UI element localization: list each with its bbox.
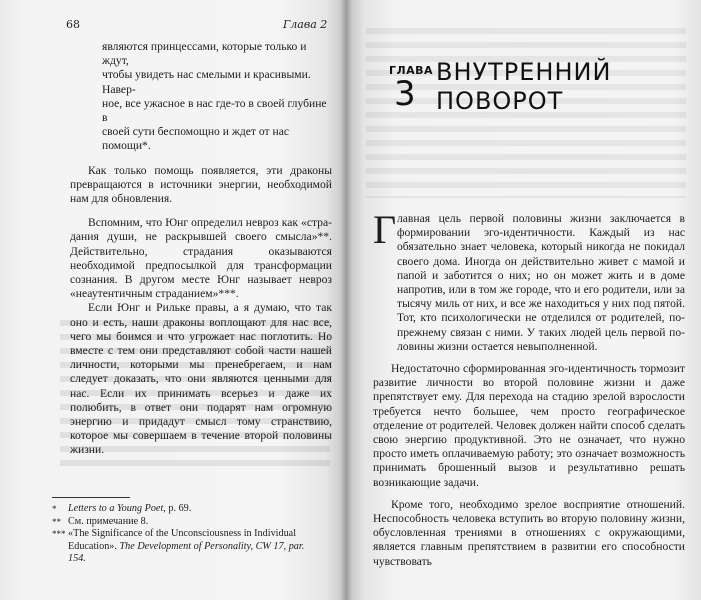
drop-cap: Г [373,207,397,252]
poem-line: являются принцессами, которые только и ждут, [102,40,307,68]
paragraph: Как только помощь появляется, эти драконы превращаются в источники энергии, необходимой нам для обновления. [70,163,332,206]
footnotes [52,503,307,566]
chapter-title-line: ВНУТРЕННИЙ [436,58,612,86]
footnote-text: «The Significance of the Unconsciousness in Individual Education». [68,528,297,552]
footnote [52,516,307,529]
footnote-text: Letters to a Young Poet [68,503,164,514]
chapter-number: 3 [394,74,416,114]
footnote-mark: ** [52,516,61,527]
right-page-body [373,207,685,569]
footnote-text: См. примечание 8. [68,515,149,527]
chapter-title-line: ПОВОРОТ [436,87,564,115]
poem-line: своей сути беспомощно и ждет от нас помощи*. [102,125,289,153]
poem-line: ное, все ужасное в нас где-то в своей глубине в [102,96,327,125]
page-number: 68 [66,18,80,31]
paragraph-text: лавная цель первой половины жизни заключается в формировании эго-идентичности. Каждый из нас обязательно знает человека, который никогда не покидал своего дома. Иногда он действительно живет с мамой и папой и заботится о них; но он может жить и в доме напротив, или в том же городе, что и его родители, или за тысячу миль от них, и все же находиться у них под пятой. Тот, кто психологически не отделился от родителей, по-прежнему связан с ними. У таких людей цель первой половины жизни остается невыполненной. [397,212,685,353]
left-page-body [70,40,332,458]
poem-line: чтобы увидеть нас смелыми и красивыми. Навер- [102,68,311,96]
paragraph: Кроме того, необходимо зрелое восприятие отношений. Неспособность человека вступить во вторую половину жизни, обусловленная трениями в отношениях с окружающими, является главным препятствием в развитии его способности чувствовать [373,497,685,568]
running-head: Глава 2 [283,18,328,31]
opening-paragraph [373,207,685,354]
book-gutter [340,0,352,600]
footnote [52,503,307,516]
paragraph: Если Юнг и Рильке правы, а я думаю, что так оно и есть, наши драконы воплощают для нас все, чего мы боимся и что угрожает нас поглотить. Но вместе с тем они представляют собой части нашей личности, которыми мы пренебрегаем, и нам следует доказать, что они являются ценными для нас. Если их принимать всерьез и даже их полюбить, в ответ они подарят нам огромную энергию и придадут смысл тому странствию, которое мы совершаем в течение второй половины жизни. [70,301,332,457]
footnote-text: , p. 69. [163,503,192,514]
footnote-mark: * [52,504,57,514]
chapter-label: ГЛАВА [389,64,434,77]
paragraph: Вспомним, что Юнг определил невроз как «страдания души, не раскрывшей своего смысла»**. Действительно, страдания оказываются необходимой предпосылкой для трансформации сознания. В другом месте Юнг называет невроз «неаутентичным страданием»***. [70,216,332,301]
chapter-title [436,58,611,116]
footnote [52,528,307,566]
footnote-rule [52,497,130,498]
footnote-mark: *** [52,529,66,540]
paragraph: Недостаточно сформированная эго-идентичность тормозит развитие личности во второй половине жизни и даже препятствует ему. Для перехода на стадию зрелой взрослости требуется нечто большее, чем просто географическое отделение от родителей. Человек должен найти способ сделать свою энергию продуктивной. Это не означает, что нужно просто иметь оплачиваемую работу; это означает возможность принимать брошенный вызов и результативно решать возникающие задачи. [373,362,685,489]
footnote-text: The Development of Personality, CW 17, par. 154. [68,540,305,565]
